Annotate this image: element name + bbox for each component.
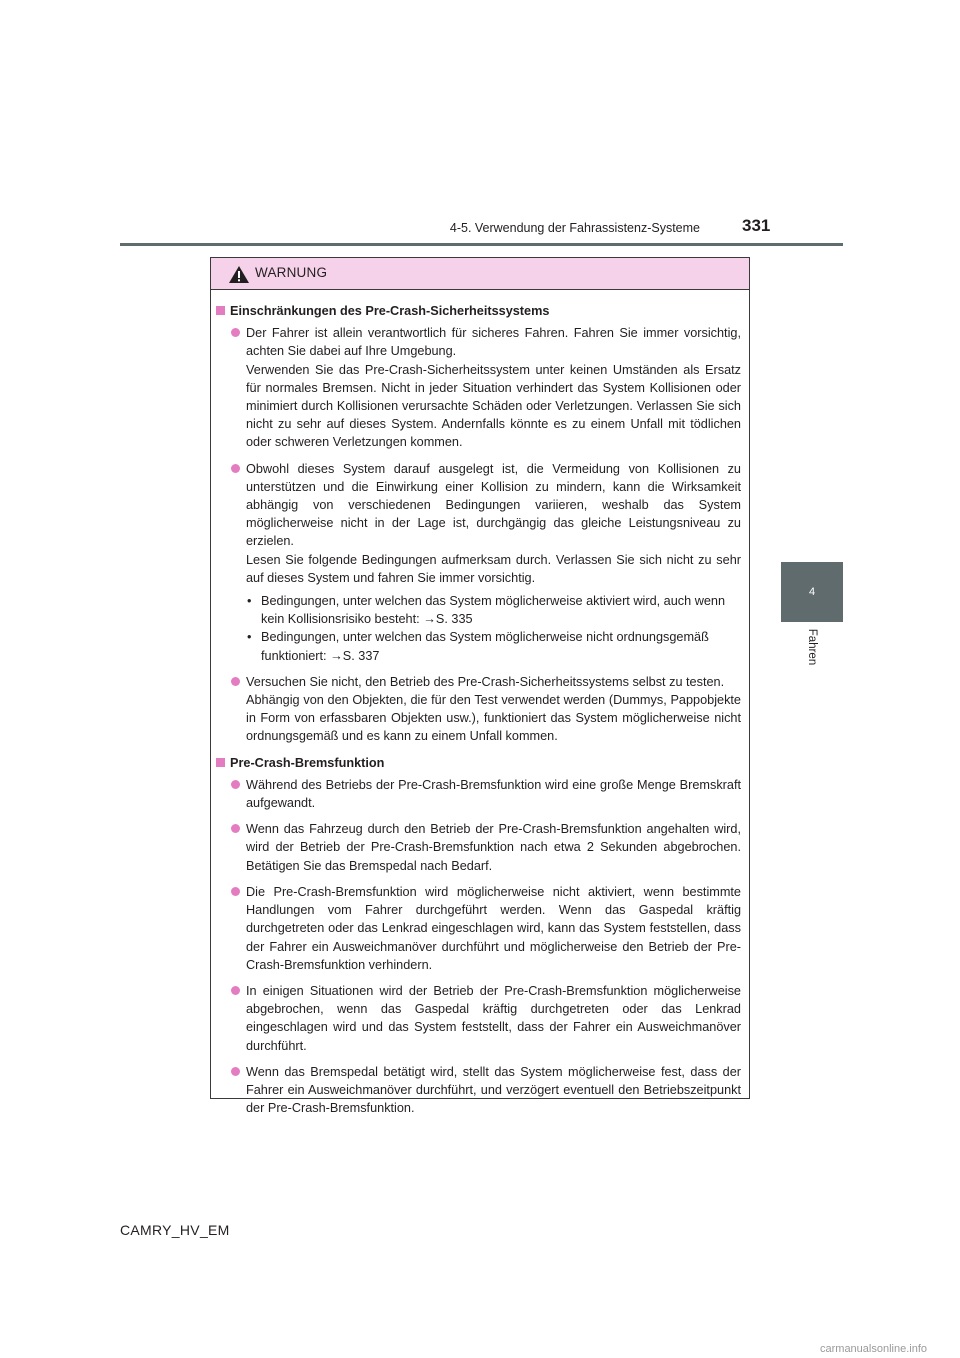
sub-list-item — [216, 592, 741, 628]
circle-bullet-icon — [231, 464, 240, 473]
paragraph: Versuchen Sie nicht, den Betrieb des Pre-Crash-Sicherheitssystems selbst zu testen. — [246, 674, 725, 689]
paragraph: Wenn das Fahrzeug durch den Betrieb der Pre-Crash-Bremsfunktion angehalten wird, wird der Betrieb der Pre-Crash-Bremsfunktion nach etwa 2 Sekunden abgebrochen. Betätigen Sie das Bremspedal nach Bedarf. — [246, 822, 741, 873]
model-code: CAMRY_HV_EM — [120, 1222, 230, 1238]
paragraph: Wenn das Bremspedal betätigt wird, stellt das System möglicherweise fest, dass der Fahrer ein Ausweichmanöver durchführt, und verzögert eventuell den Betriebszeitpunkt der Pre-Crash-Bremsfunktion. — [246, 1064, 741, 1116]
section-title: 4-5. Verwendung der Fahrassistenz-Systeme — [449, 221, 700, 235]
paragraph: Während des Betriebs der Pre-Crash-Bremsfunktion wird eine große Menge Bremskraft aufgewandt. — [246, 777, 741, 811]
chapter-label-text: Fahren — [806, 628, 818, 666]
page-number: 331 — [742, 216, 771, 235]
chapter-tab: 4 — [781, 562, 843, 622]
sub-item-text: Bedingungen, unter welchen das System möglicherweise aktiviert wird, auch wenn kein Kollisionsrisiko besteht: →S. 335 — [261, 594, 726, 627]
list-item — [216, 1063, 741, 1118]
square-bullet-icon — [216, 306, 225, 315]
paragraph: Die Pre-Crash-Bremsfunktion wird möglicherweise nicht aktiviert, wenn bestimmte Handlungen vom Fahrer durchgeführt werden. Wenn das Gaspedal kräftig durchgetreten oder das Lenkrad eingeschlagen wird, kann das System feststellen, dass der Fahrer ein Ausweichmanöver durchführt und möglicherweise den Betrieb der Pre-Crash-Bremsfunktion verhindern. — [246, 884, 741, 972]
warning-header — [211, 258, 749, 290]
warning-title: WARNUNG — [255, 265, 328, 280]
warning-body — [211, 290, 749, 1117]
paragraph: Abhängig von den Objekten, die für den Test verwendet werden (Dummys, Pappobjekte in Form von erfassbaren Objekten usw.), funktioniert das System möglicherweise nicht ordnungsgemäß und es kann zu einem Unfall kommen. — [246, 693, 741, 744]
circle-bullet-icon — [231, 677, 240, 686]
paragraph: Verwenden Sie das Pre-Crash-Sicherheitssystem unter keinen Umständen als Ersatz für normales Bremsen. Nicht in jeder Situation verhindert das System Kollisionen oder minimiert durch Kollisionen verursachte Schäden oder Verletzungen. Verlassen Sie sich nicht zu sehr auf dieses System. Andernfalls könnte es zu einem Unfall mit tödlichen oder schweren Verletzungen kommen. — [246, 362, 741, 450]
paragraph: Der Fahrer ist allein verantwortlich für sicheres Fahren. Fahren Sie immer vorsichtig, achten Sie dabei auf Ihre Umgebung. — [246, 326, 741, 359]
sub-list — [216, 592, 741, 665]
list-item — [216, 982, 741, 1055]
circle-bullet-icon — [231, 824, 240, 833]
list-item — [216, 324, 741, 451]
list-item — [216, 776, 741, 812]
paragraph: Lesen Sie folgende Bedingungen aufmerksam durch. Verlassen Sie sich nicht zu sehr auf dieses System und fahren Sie immer vorsichtig. — [246, 552, 741, 585]
paragraph: Obwohl dieses System darauf ausgelegt ist, die Vermeidung von Kollisionen zu unterstützen und die Einwirkung einer Kollision zu mindern, kann die Wirksamkeit abhängig von verschiedenen Bedingungen variieren, weshalb das System möglicherweise nicht in der Lage ist, durchgängig das gleiche Leistungsniveau zu erzielen. — [246, 461, 741, 549]
section-heading-text: Einschränkungen des Pre-Crash-Sicherheitssystems — [230, 304, 550, 318]
paragraph: In einigen Situationen wird der Betrieb der Pre-Crash-Bremsfunktion möglicherweise abgebrochen, wenn das Gaspedal kräftig durchgetreten oder das Lenkrad eingeschlagen wird und das System feststellt, dass der Fahrer ein Ausweichmanöver durchführt. — [246, 983, 741, 1053]
list-item — [216, 883, 741, 974]
header-rule — [120, 243, 843, 246]
chapter-label — [788, 622, 836, 672]
watermark: carmanualsonline.info — [820, 1343, 928, 1355]
list-item — [216, 820, 741, 875]
square-bullet-icon — [216, 758, 225, 767]
circle-bullet-icon — [231, 780, 240, 789]
warning-box — [210, 257, 750, 1116]
list-item — [216, 673, 741, 746]
dot-marker: • — [247, 594, 252, 609]
warning-triangle-icon — [228, 265, 250, 284]
list-item — [216, 460, 741, 587]
circle-bullet-icon — [231, 1067, 240, 1076]
circle-bullet-icon — [231, 986, 240, 995]
dot-marker: • — [247, 630, 252, 645]
circle-bullet-icon — [231, 887, 240, 896]
circle-bullet-icon — [231, 328, 240, 337]
sub-list-item — [216, 628, 741, 664]
sub-item-text: Bedingungen, unter welchen das System möglicherweise nicht ordnungsgemäß funktioniert: →S. 337 — [261, 630, 709, 663]
section-heading-text: Pre-Crash-Bremsfunktion — [230, 755, 385, 770]
section-heading — [216, 302, 741, 320]
section-heading — [216, 754, 741, 772]
